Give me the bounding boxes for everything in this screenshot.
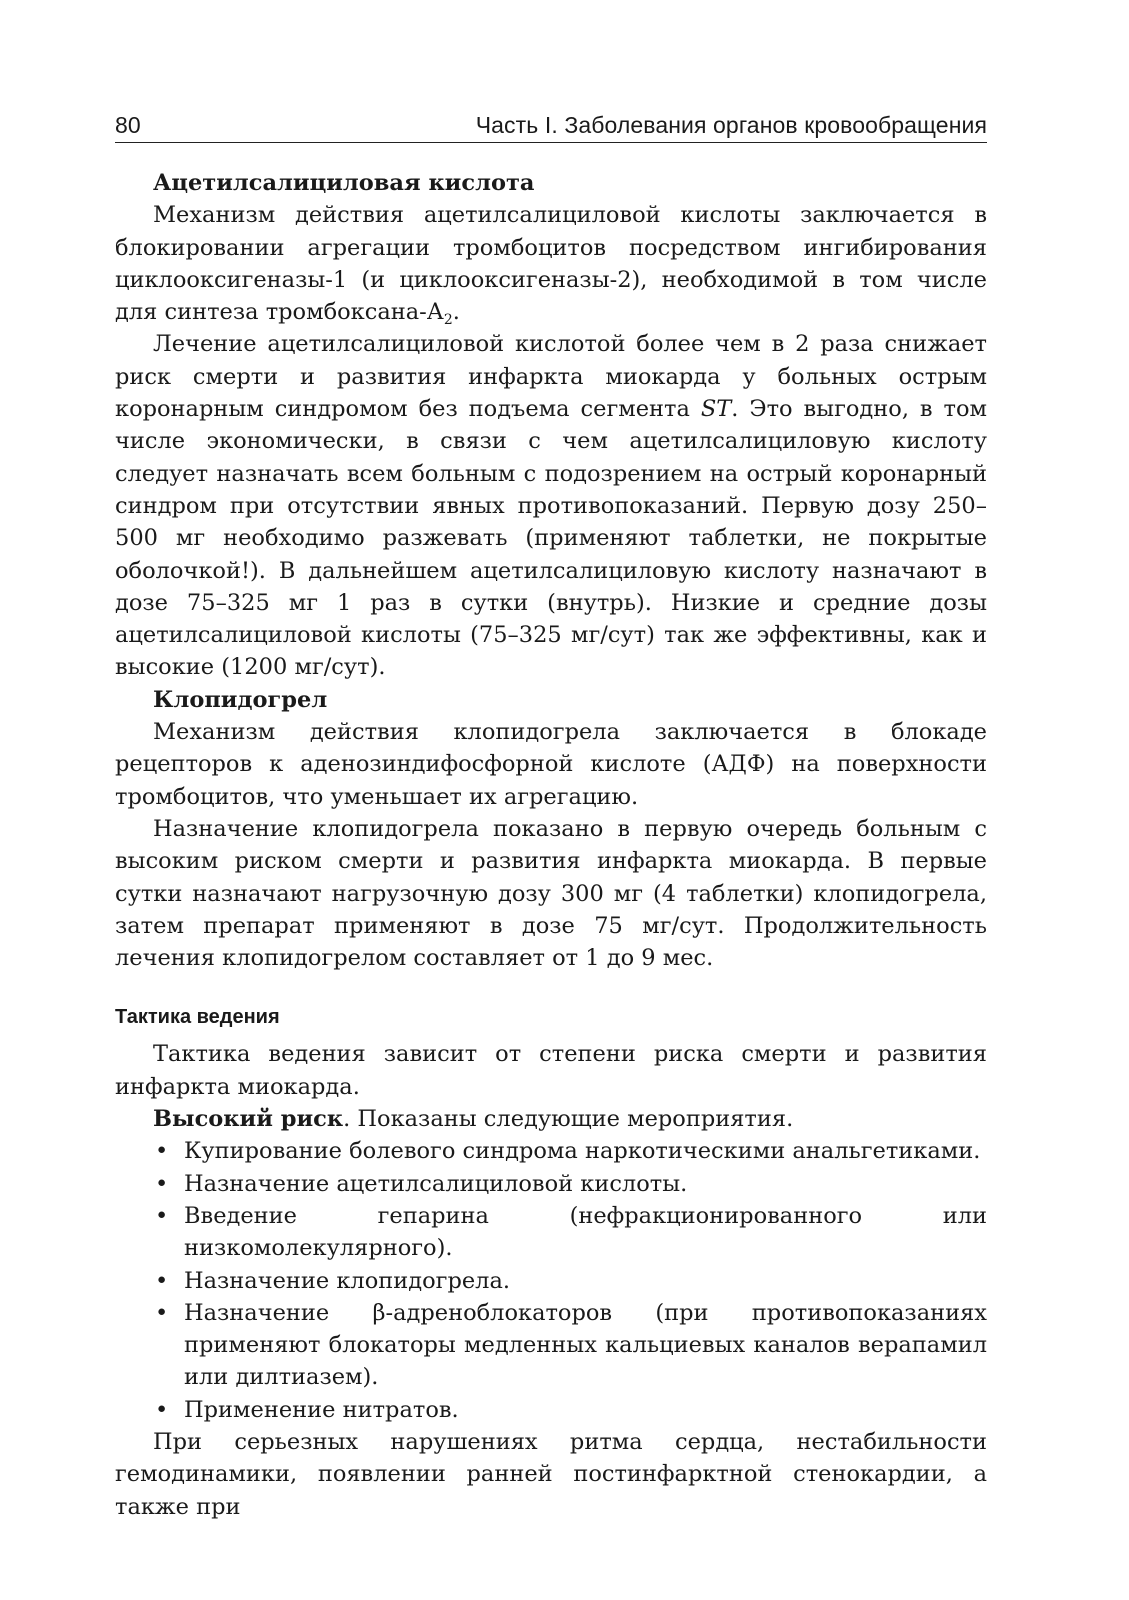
bullet-icon: • bbox=[155, 1202, 169, 1229]
list-item bbox=[115, 1297, 987, 1394]
page-number: 80 bbox=[115, 112, 141, 138]
bullet-icon: • bbox=[155, 1299, 169, 1326]
list-item-text: Назначение клопидогрела. bbox=[184, 1267, 511, 1294]
st-segment-italic: ST bbox=[700, 396, 732, 423]
bullet-icon: • bbox=[155, 1138, 169, 1165]
bullet-icon: • bbox=[155, 1267, 169, 1294]
aspirin-paragraph-1 bbox=[115, 199, 987, 328]
high-risk-paragraph bbox=[115, 1103, 987, 1135]
list-item-text: Назначение ацетилсалициловой кислоты. bbox=[184, 1170, 688, 1197]
high-risk-measures-list bbox=[115, 1135, 987, 1426]
aspirin-heading: Ацетилсалициловая кислота bbox=[153, 170, 535, 196]
aspirin-paragraph-2 bbox=[115, 328, 987, 683]
list-item bbox=[115, 1168, 987, 1200]
list-item-text: Назначение β-адреноблокаторов (при противопоказаниях применяют блокаторы медленных кальциевых каналов верапамил или дилтиазем). bbox=[184, 1299, 987, 1391]
high-risk-label: Высокий риск bbox=[153, 1106, 344, 1133]
bullet-icon: • bbox=[155, 1170, 169, 1197]
list-item bbox=[115, 1135, 987, 1167]
tactics-intro: Тактика ведения зависит от степени риска смерти и развития инфаркта миокарда. bbox=[115, 1041, 987, 1100]
tactics-section-title: Тактика ведения bbox=[115, 1006, 280, 1029]
closing-paragraph: При серьезных нарушениях ритма сердца, нестабильности гемодинамики, появлении ранней постинфарктной стенокардии, а также при bbox=[115, 1428, 987, 1520]
list-item-text: Купирование болевого синдрома наркотическими анальгетиками. bbox=[184, 1138, 981, 1165]
list-item bbox=[115, 1200, 987, 1265]
running-header bbox=[115, 110, 987, 143]
list-item-text: Введение гепарина (нефракционированного или низкомолекулярного). bbox=[184, 1202, 987, 1262]
aspirin-p1-end: . bbox=[452, 299, 460, 326]
running-title: Часть I. Заболевания органов кровообращения bbox=[475, 112, 987, 138]
aspirin-p1-text: Механизм действия ацетилсалициловой кислоты заключается в блокировании агрегации тромбоцитов посредством ингибирования циклооксигеназы-1 (и циклооксигеназы-2), необходимой в том числе для синтеза тромбоксана-А bbox=[115, 202, 987, 326]
subscript-2: 2 bbox=[443, 312, 453, 329]
list-item-text: Применение нитратов. bbox=[184, 1396, 459, 1423]
clopidogrel-paragraph-1: Механизм действия клопидогрела заключается в блокаде рецепторов к аденозиндифосфорной кислоте (АДФ) на поверхности тромбоцитов, что уменьшает их агрегацию. bbox=[115, 719, 987, 810]
page-body bbox=[115, 167, 987, 1523]
book-page bbox=[115, 110, 987, 1523]
aspirin-p2-text-a: Лечение ацетилсалициловой кислотой более чем в 2 раза снижает риск смерти и развития инфаркта миокарда у больных острым коронарным синдромом без подъема сегмента bbox=[115, 331, 987, 423]
bullet-icon: • bbox=[155, 1396, 169, 1423]
high-risk-text: . Показаны следующие мероприятия. bbox=[343, 1106, 794, 1133]
list-item bbox=[115, 1265, 987, 1297]
aspirin-p2-text-b: . Это выгодно, в том числе экономически, в связи с чем ацетилсалициловую кислоту следует назначать всем больным с подозрением на острый коронарный синдром при отсутствии явных противопоказаний. Первую дозу 250–500 мг необходимо разжевать (применяют таблетки, не покрытые оболочкой!). В дальнейшем ацетилсалициловую кислоту назначают в дозе 75–325 мг 1 раз в сутки (внутрь). Низкие и средние дозы ацетилсалициловой кислоты (75–325 мг/сут) так же эффективны, как и высокие (1200 мг/сут). bbox=[115, 396, 987, 681]
clopidogrel-paragraph-2: Назначение клопидогрела показано в первую очередь больным с высоким риском смерти и развития инфаркта миокарда. В первые сутки назначают нагрузочную дозу 300 мг (4 таблетки) клопидогрела, затем препарат применяют в дозе 75 мг/сут. Продолжительность лечения клопидогрелом составляет от 1 до 9 мес. bbox=[115, 815, 987, 972]
list-item bbox=[115, 1394, 987, 1426]
clopidogrel-heading: Клопидогрел bbox=[153, 686, 328, 713]
